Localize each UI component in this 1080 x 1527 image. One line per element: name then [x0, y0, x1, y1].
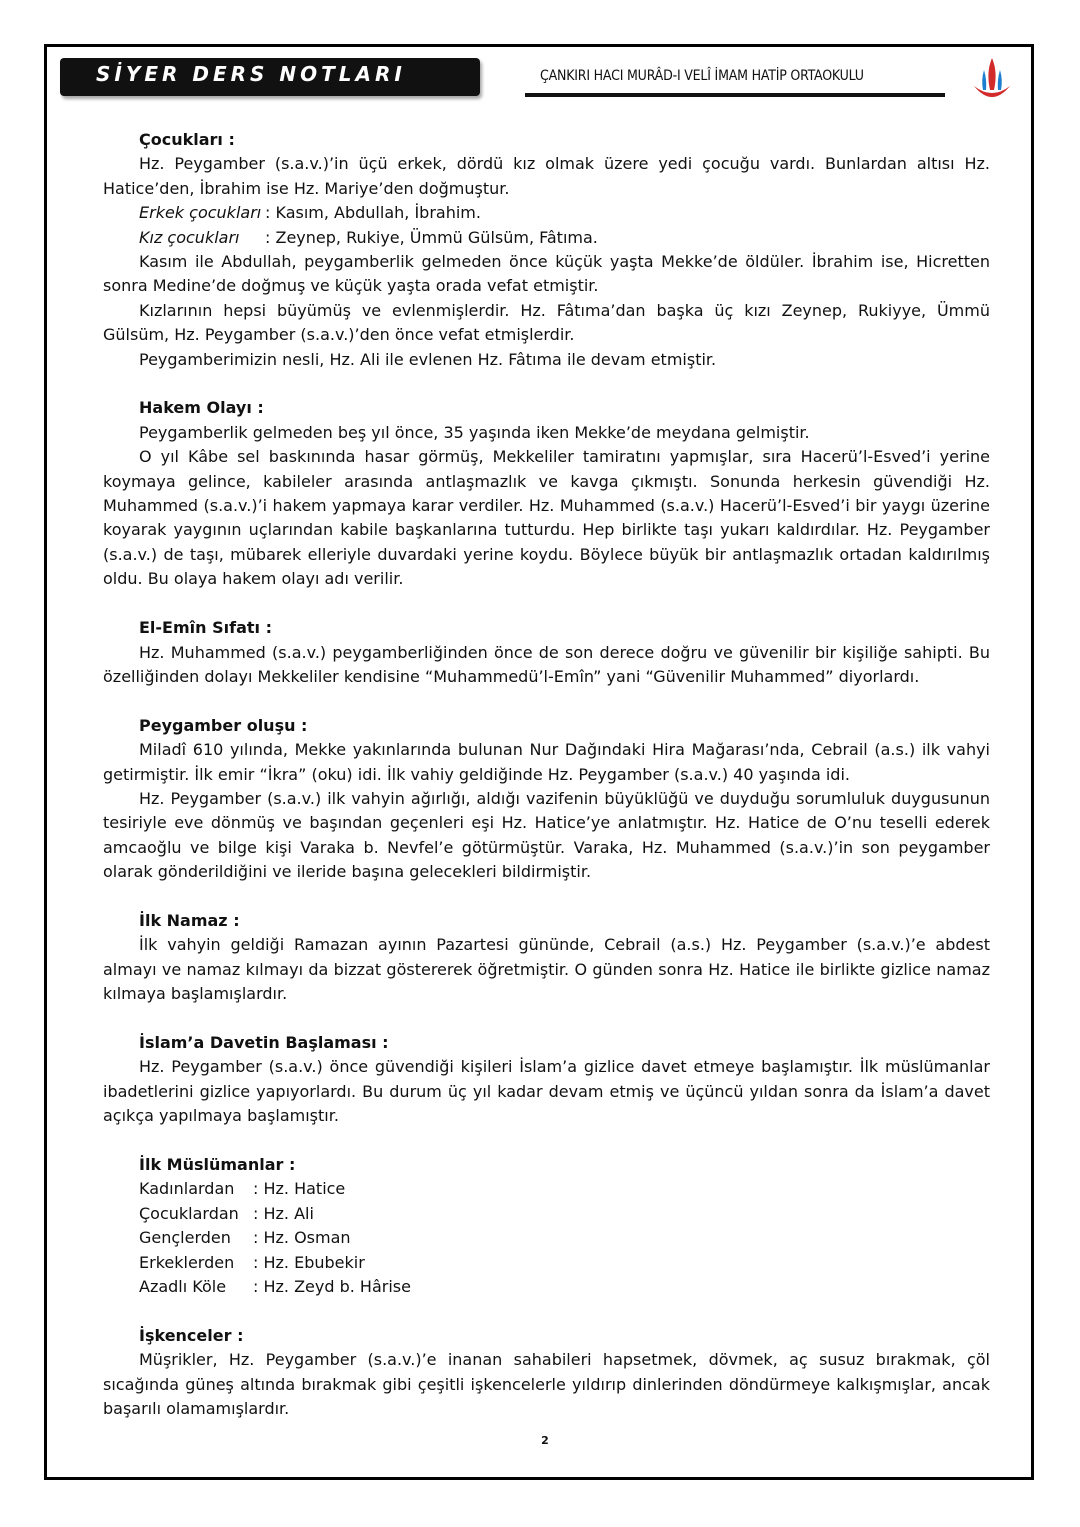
section-ilk-muslumanlar: [103, 1153, 990, 1299]
section-peygamber-olusu: [103, 714, 990, 885]
paragraph: Miladî 610 yılında, Mekke yakınlarında bulunan Nur Dağındaki Hira Mağarası’nda, Cebrail (a.s.) ilk vahyi getirmiştir. İlk emir “İkra” (oku) idi. İlk vahiy geldiğinde Hz. Peygamber (s.a.v.) 40 yaşında idi.: [103, 740, 990, 784]
school-logo-icon: [970, 56, 1014, 104]
list-value: : Kasım, Abdullah, İbrahim.: [265, 203, 481, 223]
paragraph: Peygamberimizin nesli, Hz. Ali ile evlenen Hz. Fâtıma ile devam etmiştir.: [139, 349, 717, 369]
list-item: [139, 1275, 990, 1299]
section-heading: Hakem Olayı :: [139, 398, 264, 418]
paragraph: O yıl Kâbe sel baskınında hasar görmüş, Mekkeliler tamiratını yapmışlar, sıra Hacerü’l-Esved’i yerine koymaya gelince, kabileler arasında antlaşmazlık ve kavga çıkmıştı. Sonunda herkesin güvendiği Hz. Muhammed (s.a.v.)’i hakem yapmaya karar verdiler. Hz. Muhammed (s.a.v.) Hacerü’l-Esved’i bir yaygı üzerine koyarak yaygının uçlarından kabile başkanlarına tutturdu. Hep birlikte taşı yukarı kaldırdılar. Hz. Peygamber (s.a.v.) de taşı, mübarek elleriyle duvardaki yerine koydu. Böylece büyük bir antlaşmazlık ortadan kaldırılmış oldu. Bu olaya hakem olayı adı verilir.: [103, 447, 990, 589]
list-item: [139, 226, 990, 250]
paragraph: Kızlarının hepsi büyümüş ve evlenmişlerdir. Hz. Fâtıma’dan başka üç kızı Zeynep, Rukiyye, Ümmü Gülsüm, Hz. Peygamber (s.a.v.)’den önce vefat etmişlerdir.: [103, 300, 990, 345]
section-heading: El-Emîn Sıfatı :: [139, 618, 272, 638]
paragraph: Peygamberlik gelmeden beş yıl önce, 35 yaşında iken Mekke’de meydana gelmiştir.: [139, 422, 810, 442]
list-label: Azadlı Köle: [139, 1277, 227, 1296]
list-value: : Hz. Ali: [253, 1203, 314, 1223]
paragraph: İlk vahyin geldiği Ramazan ayının Pazartesi gününde, Cebrail (a.s.) Hz. Peygamber (s.a.v.)’e abdest almayı ve namaz kılmayı da bizzat göstererek öğretmiştir. O günden sonra Hz. Hatice ile birlikte gizlice namaz kılmaya başlamışlardır.: [103, 935, 990, 1004]
section-heading: Peygamber oluşu :: [139, 715, 308, 735]
section-cocuklari: [103, 128, 990, 372]
list-value: : Zeynep, Rukiye, Ümmü Gülsüm, Fâtıma.: [265, 227, 598, 247]
list-label: Kadınlardan: [139, 1179, 235, 1199]
list-value: : Hz. Hatice: [253, 1179, 346, 1199]
paragraph: Hz. Muhammed (s.a.v.) peygamberliğinden önce de son derece doğru ve güvenilir bir kişiliğe sahipti. Bu özelliğinden dolayı Mekkeliler kendisine “Muhammedü’l-Emîn” yani “Güvenilir Muhammed” diyorlardı.: [103, 642, 990, 686]
document-title: SİYER DERS NOTLARI: [96, 62, 406, 86]
section-iskenceler: [103, 1324, 990, 1422]
list-item: [139, 201, 990, 225]
paragraph: Hz. Peygamber (s.a.v.) önce güvendiği kişileri İslam’a gizlice davet etmeye başlamıştır. İlk müslümanlar ibadetlerini gizlice yapıyorlardı. Bu durum üç yıl kadar devam etmiş ve üçüncü yıldan sonra da İslam’a davet açıkça yapılmaya başlamıştır.: [103, 1057, 990, 1126]
paragraph: Kasım ile Abdullah, peygamberlik gelmeden önce küçük yaşta Mekke’de öldüler. İbrahim ise, Hicretten sonra Medine’de doğmuş ve küçük yaşta orada vefat etmiştir.: [103, 252, 990, 296]
list-label: Erkek çocukları: [139, 203, 262, 223]
section-el-emin: [103, 616, 990, 689]
section-hakem-olayi: [103, 396, 990, 591]
paragraph: Hz. Peygamber (s.a.v.) ilk vahyin ağırlığı, aldığı vazifenin büyüklüğü ve duyduğu sorumluluk duygusunun tesiriyle eve dönmüş ve başından geçenleri eşi Hz. Hatice’ye anlatmıştır. Hz. Hatice de O’nu teselli ederek amcaoğlu ve bilge kişi Varaka b. Nevfel’e götürmüştür. Varaka, Hz. Muhammed (s.a.v.)’in son peygamber olarak gönderildiğini ve ileride başına gelecekleri bildirmiştir.: [103, 788, 990, 882]
paragraph: Hz. Peygamber (s.a.v.)’in üçü erkek, dördü kız olmak üzere yedi çocuğu vardı. Bunlardan altısı Hz. Hatice’den, İbrahim ise Hz. Mariye’den doğmuştur.: [103, 154, 990, 198]
header-underline: [525, 93, 945, 97]
list-label: Kız çocukları: [139, 227, 240, 247]
section-islama-davet: [103, 1031, 990, 1129]
list-item: [139, 1251, 990, 1275]
section-heading: İlk Namaz :: [139, 910, 240, 930]
list-item: [139, 1202, 990, 1226]
list-label: Erkeklerden: [139, 1252, 235, 1272]
logo-flame-right: [998, 70, 1002, 90]
notes-body: [103, 128, 990, 1446]
page-number: 2: [541, 1434, 549, 1447]
list-label: Çocuklardan: [139, 1203, 239, 1223]
section-heading: İslam’a Davetin Başlaması :: [139, 1032, 389, 1052]
section-heading: İşkenceler :: [139, 1325, 244, 1345]
paragraph: Müşrikler, Hz. Peygamber (s.a.v.)’e inanan sahabileri hapsetmek, dövmek, aç susuz bırakmak, çöl sıcağında güneş altında bırakmak gibi çeşitli işkencelerle yıldırıp dinlerinden döndürmeye kalkışmışlar, ancak başarılı olamamışlardır.: [103, 1350, 990, 1419]
list-label: Gençlerden: [139, 1228, 231, 1248]
list-value: : Hz. Osman: [253, 1228, 351, 1248]
list-item: [139, 1226, 990, 1250]
list-item: [139, 1177, 990, 1201]
section-heading: Çocukları :: [139, 130, 235, 149]
list-value: : Hz. Zeyd b. Hârise: [253, 1277, 411, 1296]
list-value: : Hz. Ebubekir: [253, 1252, 365, 1272]
section-heading: İlk Müslümanlar :: [139, 1154, 296, 1174]
school-name: ÇANKIRI HACI MURÂD-I VELÎ İMAM HATİP ORTAOKULU: [540, 68, 864, 84]
logo-flame-center: [988, 58, 995, 90]
section-ilk-namaz: [103, 909, 990, 1007]
logo-flame-left: [982, 70, 986, 90]
